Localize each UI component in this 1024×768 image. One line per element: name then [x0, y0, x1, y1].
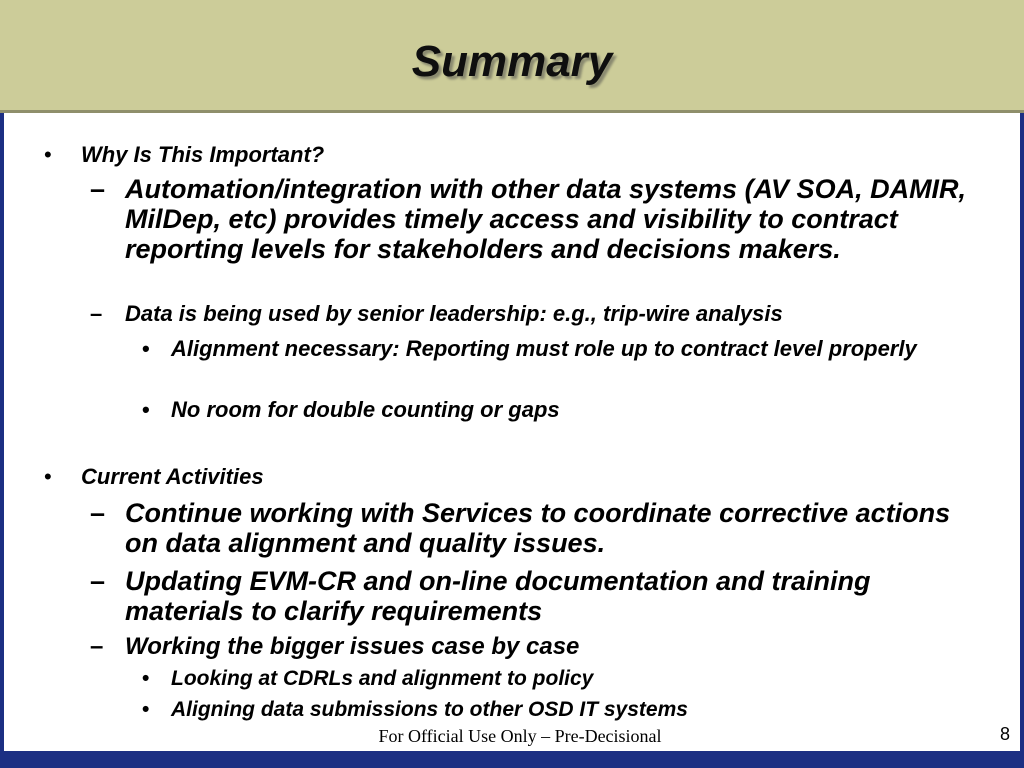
- slide-frame-right: [1020, 0, 1024, 768]
- dash-marker: –: [90, 498, 106, 528]
- dash-marker: –: [90, 633, 104, 660]
- list-item-text: Continue working with Services to coordinate corrective actions on data alignment and quality issues.: [125, 498, 951, 558]
- slide-title: Summary: [411, 37, 613, 86]
- page-number: 8: [1000, 724, 1011, 744]
- list-item: [90, 498, 980, 558]
- list-item: [90, 633, 980, 660]
- section-heading-text: Current Activities: [81, 464, 264, 489]
- section-heading: [44, 142, 944, 168]
- bullet-marker: •: [142, 698, 150, 721]
- list-item: [90, 301, 980, 327]
- list-item-text: Working the bigger issues case by case: [125, 633, 580, 660]
- list-item-text: Automation/integration with other data systems (AV SOA, DAMIR, MilDep, etc) provides timely access and visibility to contract reporting levels for stakeholders and decisions makers.: [125, 174, 967, 264]
- bullet-marker: •: [142, 397, 150, 422]
- dash-marker: –: [90, 301, 103, 326]
- sub-list-item-text: Looking at CDRLs and alignment to policy: [171, 667, 594, 690]
- slide-frame-left: [0, 0, 4, 768]
- list-item: [90, 174, 980, 264]
- sub-list-item: [142, 335, 962, 362]
- section-heading-text: Why Is This Important?: [81, 142, 325, 167]
- title-banner: [0, 0, 1024, 113]
- list-item: [90, 566, 980, 626]
- bullet-marker: •: [142, 667, 150, 690]
- sub-list-item-text: Aligning data submissions to other OSD IT systems: [171, 698, 688, 721]
- sub-list-item-text: No room for double counting or gaps: [171, 397, 560, 422]
- sub-list-item: [142, 666, 962, 692]
- bullet-marker: •: [44, 464, 52, 489]
- dash-marker: –: [90, 566, 106, 596]
- list-item-text: Data is being used by senior leadership: e.g., trip-wire analysis: [125, 301, 783, 326]
- bottom-bar: [0, 751, 1024, 768]
- bullet-marker: •: [44, 142, 52, 167]
- sub-list-item: [142, 396, 962, 423]
- bullet-marker: •: [142, 336, 150, 361]
- dash-marker: –: [90, 174, 106, 204]
- list-item-text: Updating EVM-CR and on-line documentation and training materials to clarify requirements: [125, 566, 871, 626]
- sub-list-item: [142, 697, 962, 723]
- footer-classification: For Official Use Only – Pre-Decisional: [378, 726, 662, 746]
- section-heading: [44, 464, 944, 490]
- sub-list-item-text: Alignment necessary: Reporting must role up to contract level properly: [171, 336, 917, 361]
